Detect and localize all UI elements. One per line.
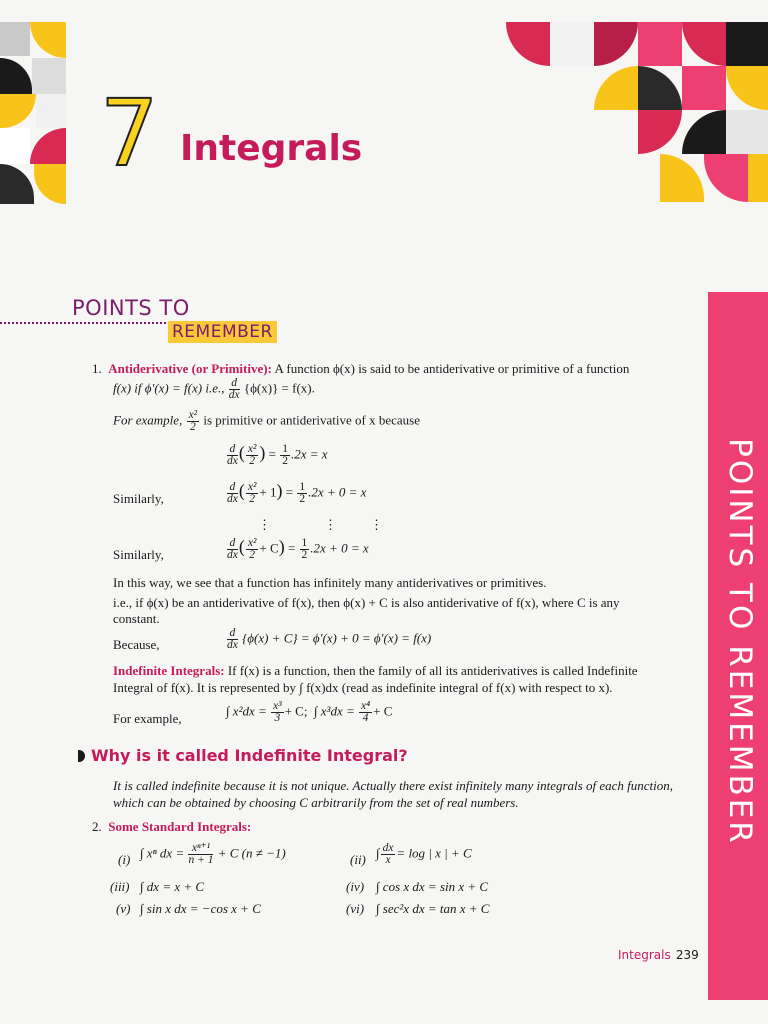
chapter-title: Integrals <box>180 128 363 169</box>
vertical-dots-3: ⋮ <box>370 517 383 532</box>
example-tail: is primitive or antiderivative of x because <box>203 412 420 428</box>
decorative-pattern-right <box>500 22 768 202</box>
integral-ii: ∫ $\frac{dx}{x}$ = log | x | + C <box>376 842 472 866</box>
paragraph-2a: i.e., if ϕ(x) be an antiderivative of f(x), then ϕ(x) + C is also antiderivative of f(x), where C is any <box>113 595 620 610</box>
example-intro: For example, <box>113 412 183 428</box>
item1-definition-b2: {ϕ(x)} = f(x). <box>243 380 315 396</box>
points-heading-line1: POINTS TO <box>72 296 190 320</box>
why-body-b: which can be obtained by choosing C arbitrarily from the set of real numbers. <box>113 795 519 810</box>
fraction-d-dx: $\frac{d}{dx}$ <box>228 377 240 401</box>
fraction-x2-over-2: $\frac{\text{x²}}{2}$ <box>188 409 198 433</box>
because-equation: $\frac{d}{dx}$ {ϕ(x) + C} = ϕ′(x) + 0 = ϕ′(x) = f(x) <box>227 627 432 651</box>
eq3-mid: + C <box>259 540 279 556</box>
equation-1: $\frac{d}{dx}$ ( $\frac{\text{x²}}{2}$ ) = $\frac{1}{2}$ .2x = x <box>227 442 328 467</box>
integral-v-label: (v) <box>116 901 131 916</box>
decorative-pattern-left <box>0 22 68 204</box>
why-heading: Why is it called Indefinite Integral? <box>78 746 408 765</box>
equation-3: $\frac{d}{dx}$ ( $\frac{\text{x²}}{2}$ + C) = $\frac{1}{2}$ .2x + 0 = x <box>227 536 369 561</box>
integral-vi: ∫ sec²x dx = tan x + C <box>376 901 490 916</box>
eq3-rhs: .2x + 0 = x <box>310 540 369 556</box>
points-heading-line2: REMEMBER <box>168 321 277 343</box>
item2-heading: Some Standard Integrals: <box>108 819 252 834</box>
indefinite-b: Integral of f(x). It is represented by ∫ f(x)dx (read as indefinite integral of f(x) with respect to x). <box>113 680 613 695</box>
item1-definition-a: A function ϕ(x) is said to be antiderivative or primitive of a function <box>274 361 630 376</box>
indefinite-a: If f(x) is a function, then the family of all its antiderivatives is called Indefinite <box>227 663 638 678</box>
similarly-label-2: Similarly, <box>113 547 164 562</box>
integral-iv-label: (iv) <box>346 879 365 894</box>
chapter-number: 7 <box>100 80 159 187</box>
dotted-divider <box>0 322 166 324</box>
footer-chapter: Integrals <box>618 948 671 962</box>
paragraph-2b: constant. <box>113 611 160 626</box>
equation-2: $\frac{d}{dx}$ ( $\frac{\text{x²}}{2}$ + 1) = $\frac{1}{2}$ .2x + 0 = x <box>227 480 367 505</box>
integral-ii-label: (ii) <box>350 852 366 867</box>
because-label: Because, <box>113 637 160 652</box>
paragraph-1: In this way, we see that a function has infinitely many antiderivatives or primitives. <box>113 575 547 590</box>
item1-line1 <box>92 360 702 377</box>
similarly-label-1: Similarly, <box>113 491 164 506</box>
vertical-dots-1: ⋮ <box>258 517 271 532</box>
sidebar-text: POINTS TO REMEMBER <box>722 438 758 846</box>
indefinite-heading: Indefinite Integrals: <box>113 663 225 678</box>
eq2-rhs: .2x + 0 = x <box>308 484 367 500</box>
item1-definition-b1: f(x) if ϕ′(x) = f(x) i.e., <box>113 380 225 396</box>
example-line <box>113 410 420 433</box>
item1-heading: Antiderivative (or Primitive): <box>108 361 272 376</box>
integral-vi-label: (vi) <box>346 901 365 916</box>
item2-number: 2. <box>92 819 102 834</box>
bullet-icon <box>78 750 85 762</box>
integral-iii: ∫ dx = x + C <box>140 879 205 894</box>
page-footer <box>618 944 699 963</box>
example2-intro: For example, <box>113 711 182 726</box>
page-number: 239 <box>675 948 699 962</box>
integral-i-label: (i) <box>118 852 131 867</box>
vertical-dots-2: ⋮ <box>324 517 337 532</box>
sidebar-banner <box>708 292 768 1000</box>
item1-line2 <box>113 378 315 401</box>
integral-iv: ∫ cos x dx = sin x + C <box>376 879 489 894</box>
integral-v: ∫ sin x dx = −cos x + C <box>140 901 261 916</box>
item2-line <box>92 818 251 835</box>
item1-number: 1. <box>92 361 102 376</box>
why-body-a: It is called indefinite because it is not unique. Actually there exist infinitely many integrals of each function, <box>113 778 673 793</box>
eq1-rhs: .2x = x <box>291 446 328 462</box>
indefinite-line1 <box>113 662 707 679</box>
integral-iii-label: (iii) <box>110 879 130 894</box>
eq2-mid: + 1 <box>259 484 277 500</box>
example2-equation: ∫ x²dx = $\frac{\text{x³}}{3}$ + C; ∫ x³dx = $\frac{\text{x⁴}}{4}$ + C <box>226 700 393 724</box>
integral-i: ∫ xⁿ dx = $\frac{\text{xⁿ⁺¹}}{n + 1}$ + C (n ≠ −1) <box>140 842 286 866</box>
